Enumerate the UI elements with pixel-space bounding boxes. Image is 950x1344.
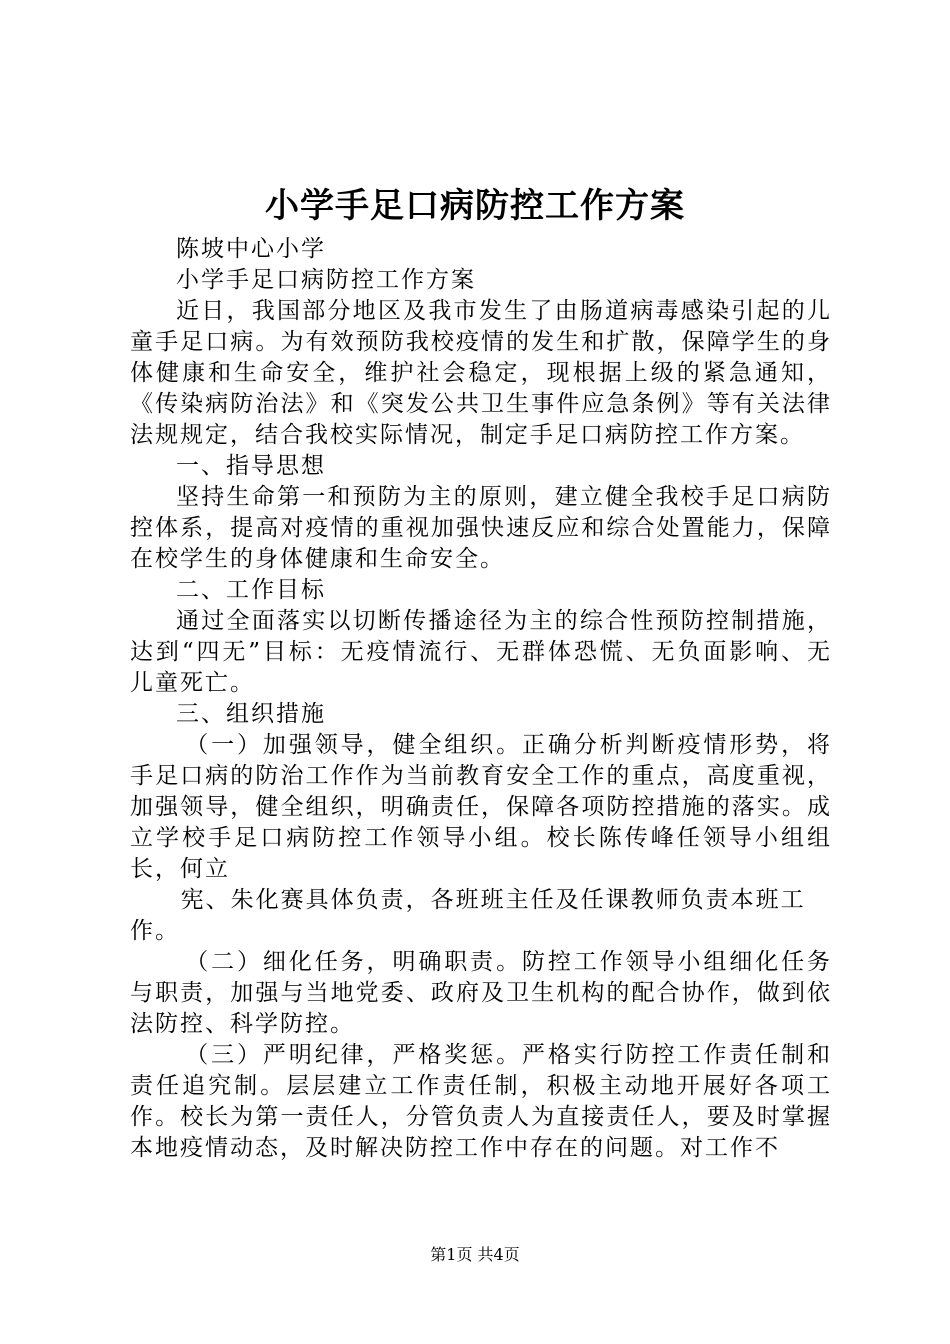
section-paragraph-work-goals: 通过全面落实以切断传播途径为主的综合性预防控制措施，达到“四无”目标：无疫情流行、无群体恐慌、无负面影响、无儿童死亡。 <box>130 608 832 696</box>
measure-paragraph-tasks: （二）细化任务，明确职责。防控工作领导小组细化任务与职责，加强与当地党委、政府及卫生机构的配合协作，做到依法防控、科学防控。 <box>130 949 832 1037</box>
page-number: 第1页 共4页 <box>430 1245 520 1264</box>
document-body <box>130 234 832 1164</box>
measure-paragraph-discipline: （三）严明纪律，严格奖惩。严格实行防控工作责任制和责任追究制。层层建立工作责任制，积极主动地开展好各项工作。校长为第一责任人，分管负责人为直接责任人，要及时掌握本地疫情动态，及时解决防控工作中存在的问题。对工作不 <box>130 1042 832 1161</box>
section-heading-work-goals: 二、工作目标 <box>176 577 326 603</box>
measure-paragraph-leadership-tail: 作。 <box>130 918 180 944</box>
section-heading-organization-measures: 三、组织措施 <box>176 701 326 727</box>
measure-paragraph-leadership-continued: 宪、朱化赛具体负责，各班班主任及任课教师负责本班工 <box>180 887 806 913</box>
section-paragraph-guiding-ideology: 坚持生命第一和预防为主的原则，建立健全我校手足口病防控体系，提高对疫情的重视加强快速反应和综合处置能力，保障在校学生的身体健康和生命安全。 <box>130 484 832 572</box>
measure-paragraph-leadership: （一）加强领导，健全组织。正确分析判断疫情形势，将手足口病的防治工作作为当前教育安全工作的重点，高度重视，加强领导，健全组织，明确责任，保障各项防控措施的落实。成立学校手足口病防控工作领导小组。校长陈传峰任领导小组组长，何立 <box>130 732 832 882</box>
section-heading-guiding-ideology: 一、指导思想 <box>176 453 326 479</box>
school-name: 陈坡中心小学 <box>176 236 326 262</box>
intro-paragraph: 近日，我国部分地区及我市发生了由肠道病毒感染引起的儿童手足口病。为有效预防我校疫情的发生和扩散，保障学生的身体健康和生命安全，维护社会稳定，现根据上级的紧急通知，《传染病防治法》和《突发公共卫生事件应急条例》等有关法律法规规定，结合我校实际情况，制定手足口病防控工作方案。 <box>130 298 832 448</box>
document-subtitle: 小学手足口病防控工作方案 <box>176 267 476 293</box>
document-title: 小学手足口病防控工作方案 <box>265 186 685 226</box>
